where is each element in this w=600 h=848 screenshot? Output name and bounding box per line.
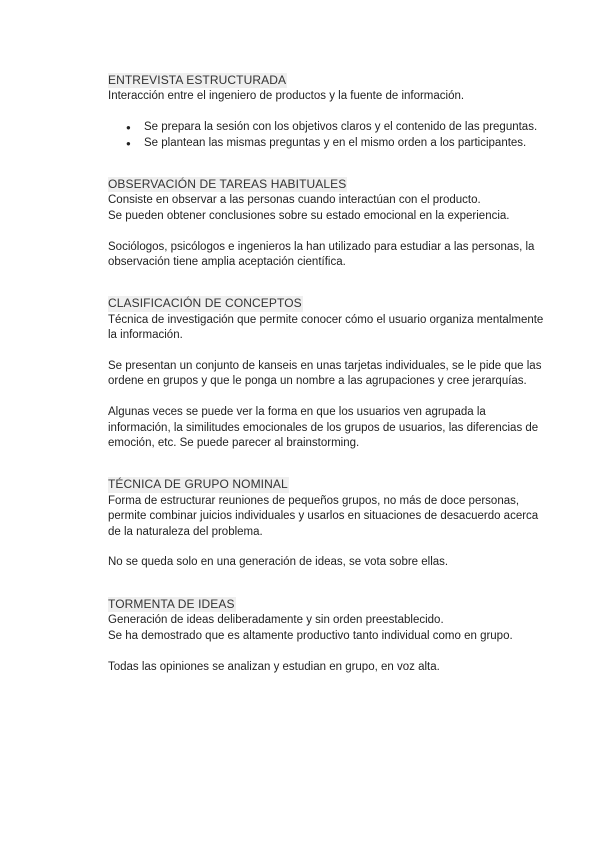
paragraph: Se pueden obtener conclusiones sobre su estado emocional en la experiencia. [108,209,510,222]
section-grupo-nominal [108,477,548,570]
paragraph: Se presentan un conjunto de kanseis en unas tarjetas individuales, se le pide que las ordene en grupos y que le ponga un nombre a las agrupaciones y cree jerarquías. [108,360,542,388]
paragraph: Sociólogos, psicólogos e ingenieros la han utilizado para estudiar a las personas, la observación tiene amplia aceptación científica. [108,240,535,269]
paragraph: Técnica de investigación que permite conocer cómo el usuario organiza mentalmente la información. [108,313,544,342]
paragraph: Generación de ideas deliberadamente y sin orden preestablecido. [108,614,444,627]
paragraph: Algunas veces se puede ver la forma en que los usuarios ven agrupada la información, la similitudes emocionales de los grupos de usuarios, las diferencias de emoción, etc. Se puede parecer al brainstorming. [108,406,539,450]
section-tormenta-ideas [108,597,548,675]
section-heading: TORMENTA DE IDEAS [108,596,235,611]
section-heading: CLASIFICACIÓN DE CONCEPTOS [108,296,302,311]
paragraph: No se queda solo en una generación de ideas, se vota sobre ellas. [108,556,449,569]
paragraph: Todas las opiniones se analizan y estudian en grupo, en voz alta. [108,660,440,673]
section-heading: ENTREVISTA ESTRUCTURADA [108,73,287,87]
bullet-item: ● Se plantean las mismas preguntas y en el mismo orden a los participantes. [108,136,548,151]
document-page [108,73,548,675]
section-heading: OBSERVACIÓN DE TAREAS HABITUALES [108,177,347,192]
section-entrevista-estructurada [108,73,548,151]
section-observacion-tareas [108,177,548,270]
bullet-list [108,120,548,151]
paragraph: Forma de estructurar reuniones de pequeños grupos, no más de doce personas, permite combinar juicios individuales y usarlos en situaciones de desacuerdo acerca de la naturaleza del problema. [108,494,539,538]
bullet-item: ● Se prepara la sesión con los objetivos claros y el contenido de las preguntas. [108,120,548,135]
paragraph: Se ha demostrado que es altamente productivo tanto individual como en grupo. [108,629,513,642]
paragraph: Interacción entre el ingeniero de productos y la fuente de información. [108,90,465,103]
paragraph: Consiste en observar a las personas cuando interactúan con el producto. [108,194,481,207]
section-heading: TÉCNICA DE GRUPO NOMINAL [108,477,288,492]
section-clasificacion-conceptos [108,296,548,451]
